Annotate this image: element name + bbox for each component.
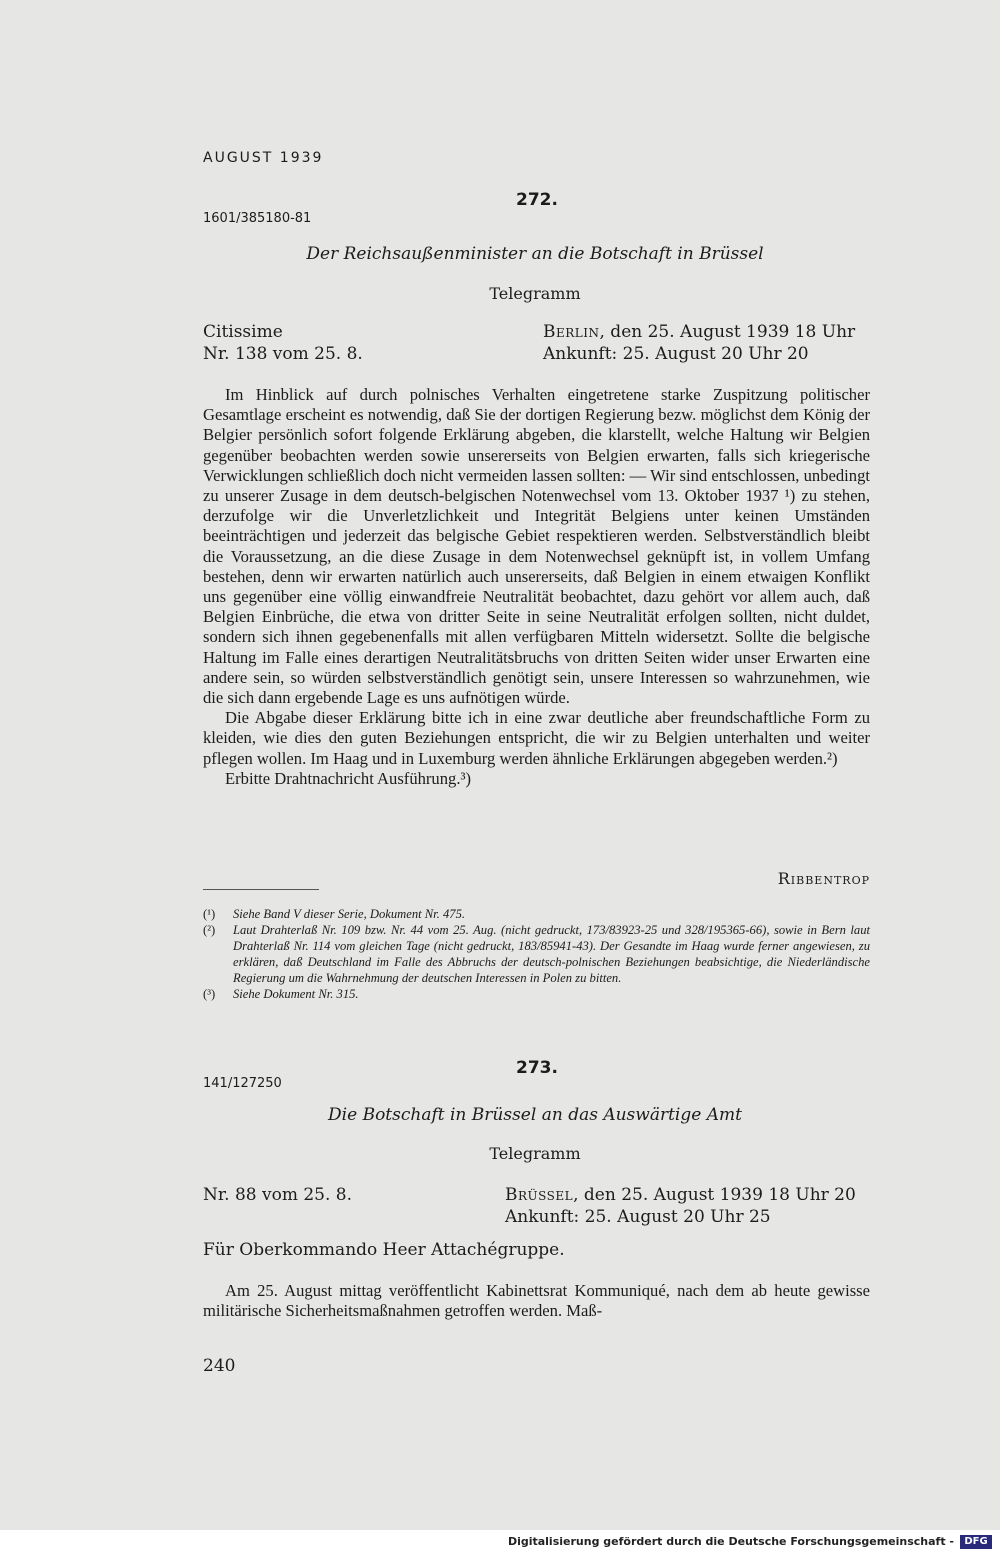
funding-credit: Digitalisierung gefördert durch die Deutsche Forschungsgemeinschaft - (507, 1535, 954, 1548)
body-text-273 (203, 1281, 870, 1321)
sent-line-272 (543, 322, 855, 342)
signature: Ribbentrop (777, 869, 870, 888)
arrival-line-273: Ankunft: 25. August 20 Uhr 25 (505, 1207, 771, 1227)
addressee-line: Für Oberkommando Heer Attachégruppe. (203, 1240, 565, 1260)
priority-label: Citissime (203, 322, 283, 342)
file-reference-272: 1601/385180-81 (203, 211, 312, 226)
footnote-mark: (²) (203, 923, 216, 937)
document-number-272: 272. (516, 190, 558, 210)
document-title-272: Der Reichsaußenminister an die Botschaft in Brüssel (306, 244, 764, 264)
paragraph-2: Die Abgabe dieser Erklärung bitte ich in eine zwar deutliche aber freundschaftliche Form zu kleiden, wie dies den guten Beziehungen entspricht, die wir zu Belgien unterhalten und weiter pflegen wollen. Im Haag und in Luxemburg werden ähnliche Erklärungen abgegeben werden.²) (203, 708, 870, 768)
footnote-mark: (¹) (203, 907, 216, 921)
footnotes-272 (203, 906, 870, 1002)
footnote-2 (203, 922, 870, 986)
telegram-number-272: Nr. 138 vom 25. 8. (203, 344, 363, 364)
document-type-272: Telegramm (489, 284, 581, 303)
arrival-line-272: Ankunft: 25. August 20 Uhr 20 (543, 344, 809, 364)
sent-line-273 (505, 1185, 856, 1205)
footnote-text: Siehe Dokument Nr. 315. (233, 987, 359, 1001)
footer-bar (0, 1530, 1000, 1554)
running-head: AUGUST 1939 (203, 150, 324, 166)
document-number-273: 273. (516, 1058, 558, 1078)
footnote-divider (203, 889, 319, 890)
file-reference-273: 141/127250 (203, 1076, 282, 1091)
footnote-mark: (³) (203, 987, 216, 1001)
footnote-text: Siehe Band V dieser Serie, Dokument Nr. 475. (233, 907, 466, 921)
document-title-273: Die Botschaft in Brüssel an das Auswärtige Amt (328, 1105, 742, 1125)
sent-place-273: Brüssel (505, 1185, 574, 1205)
paragraph-1: Im Hinblick auf durch polnisches Verhalten eingetretene starke Zuspitzung politischer Gesamtlage erscheint es notwendig, daß Sie der dortigen Regierung bezw. möglichst dem König der Belgier persönlich sofort folgende Erklärung abgeben, die klarstellt, welche Haltung wir Belgien gegenüber beobachten werden sowie unsererseits von Belgien erwarten, falls sich kriegerische Verwicklungen schließlich doch nicht vermeiden lassen sollten: — Wir sind entschlossen, unbedingt zu unserer Zusage in dem deutsch-belgischen Notenwechsel vom 13. Oktober 1937 ¹) zu stehen, derzufolge wir die Unverletzlichkeit und Integrität Belgiens unter keinen Umständen beeinträchtigen und jederzeit das belgische Gebiet respektieren werden. Selbstverständlich bleibt die Voraussetzung, an die diese Zusage in dem Notenwechsel geknüpft ist, in vollem Umfang bestehen, denn wir erwarten natürlich auch unsererseits, daß Belgien in einem etwaigen Konflikt uns gegenüber eine völlig einwandfreie Neutralität beobachtet, dazu gehört vor allem auch, daß Belgien Einbrüche, die etwa von dritter Seite in seine Neutralität erfolgen sollten, nicht duldet, sondern sich ihnen gegebenenfalls mit allen verfügbaren Mitteln widersetzt. Sollte die belgische Haltung im Falle eines derartigen Neutralitätsbruchs von dritten Seiten wider unser Erwarten eine andere sein, so würden selbstverständlich genötigt sein, unsere Interessen so wahrzunehmen, wie die sich dann ergebende Lage es uns aufnötigen würde. (203, 385, 870, 708)
document-type-273: Telegramm (489, 1144, 581, 1163)
dfg-logo-icon: DFG (960, 1535, 992, 1549)
page-number: 240 (203, 1356, 236, 1376)
sent-date-272: , den 25. August 1939 18 Uhr (599, 322, 856, 342)
sent-date-273: , den 25. August 1939 18 Uhr 20 (573, 1185, 856, 1205)
body-text-272 (203, 385, 870, 789)
paragraph-3: Erbitte Drahtnachricht Ausführung.³) (225, 768, 471, 788)
telegram-number-273: Nr. 88 vom 25. 8. (203, 1185, 352, 1205)
footnote-text: Laut Drahterlaß Nr. 109 bzw. Nr. 44 vom 25. Aug. (nicht gedruckt, 173/83923-25 und 328/195365-66), sowie in Bern laut Drahterlaß Nr. 114 vom gleichen Tage (nicht gedruckt, 183/85941-43). Der Gesandte im Haag wurde ferner angewiesen, zu erklären, daß Deutschland im Falle des Abbruchs der deutsch-polnischen Beziehungen beabsichtige, die Niederländische Regierung um die Wahrnehmung der deutschen Interessen in Polen zu bitten. (233, 923, 870, 985)
sent-place-272: Berlin (543, 322, 600, 342)
paragraph-1: Am 25. August mittag veröffentlicht Kabinettsrat Kommuniqué, nach dem ab heute gewisse militärische Sicherheitsmaßnahmen getroffen werden. Maß- (203, 1281, 870, 1321)
footnote-1 (203, 906, 870, 922)
footnote-3 (203, 986, 870, 1002)
